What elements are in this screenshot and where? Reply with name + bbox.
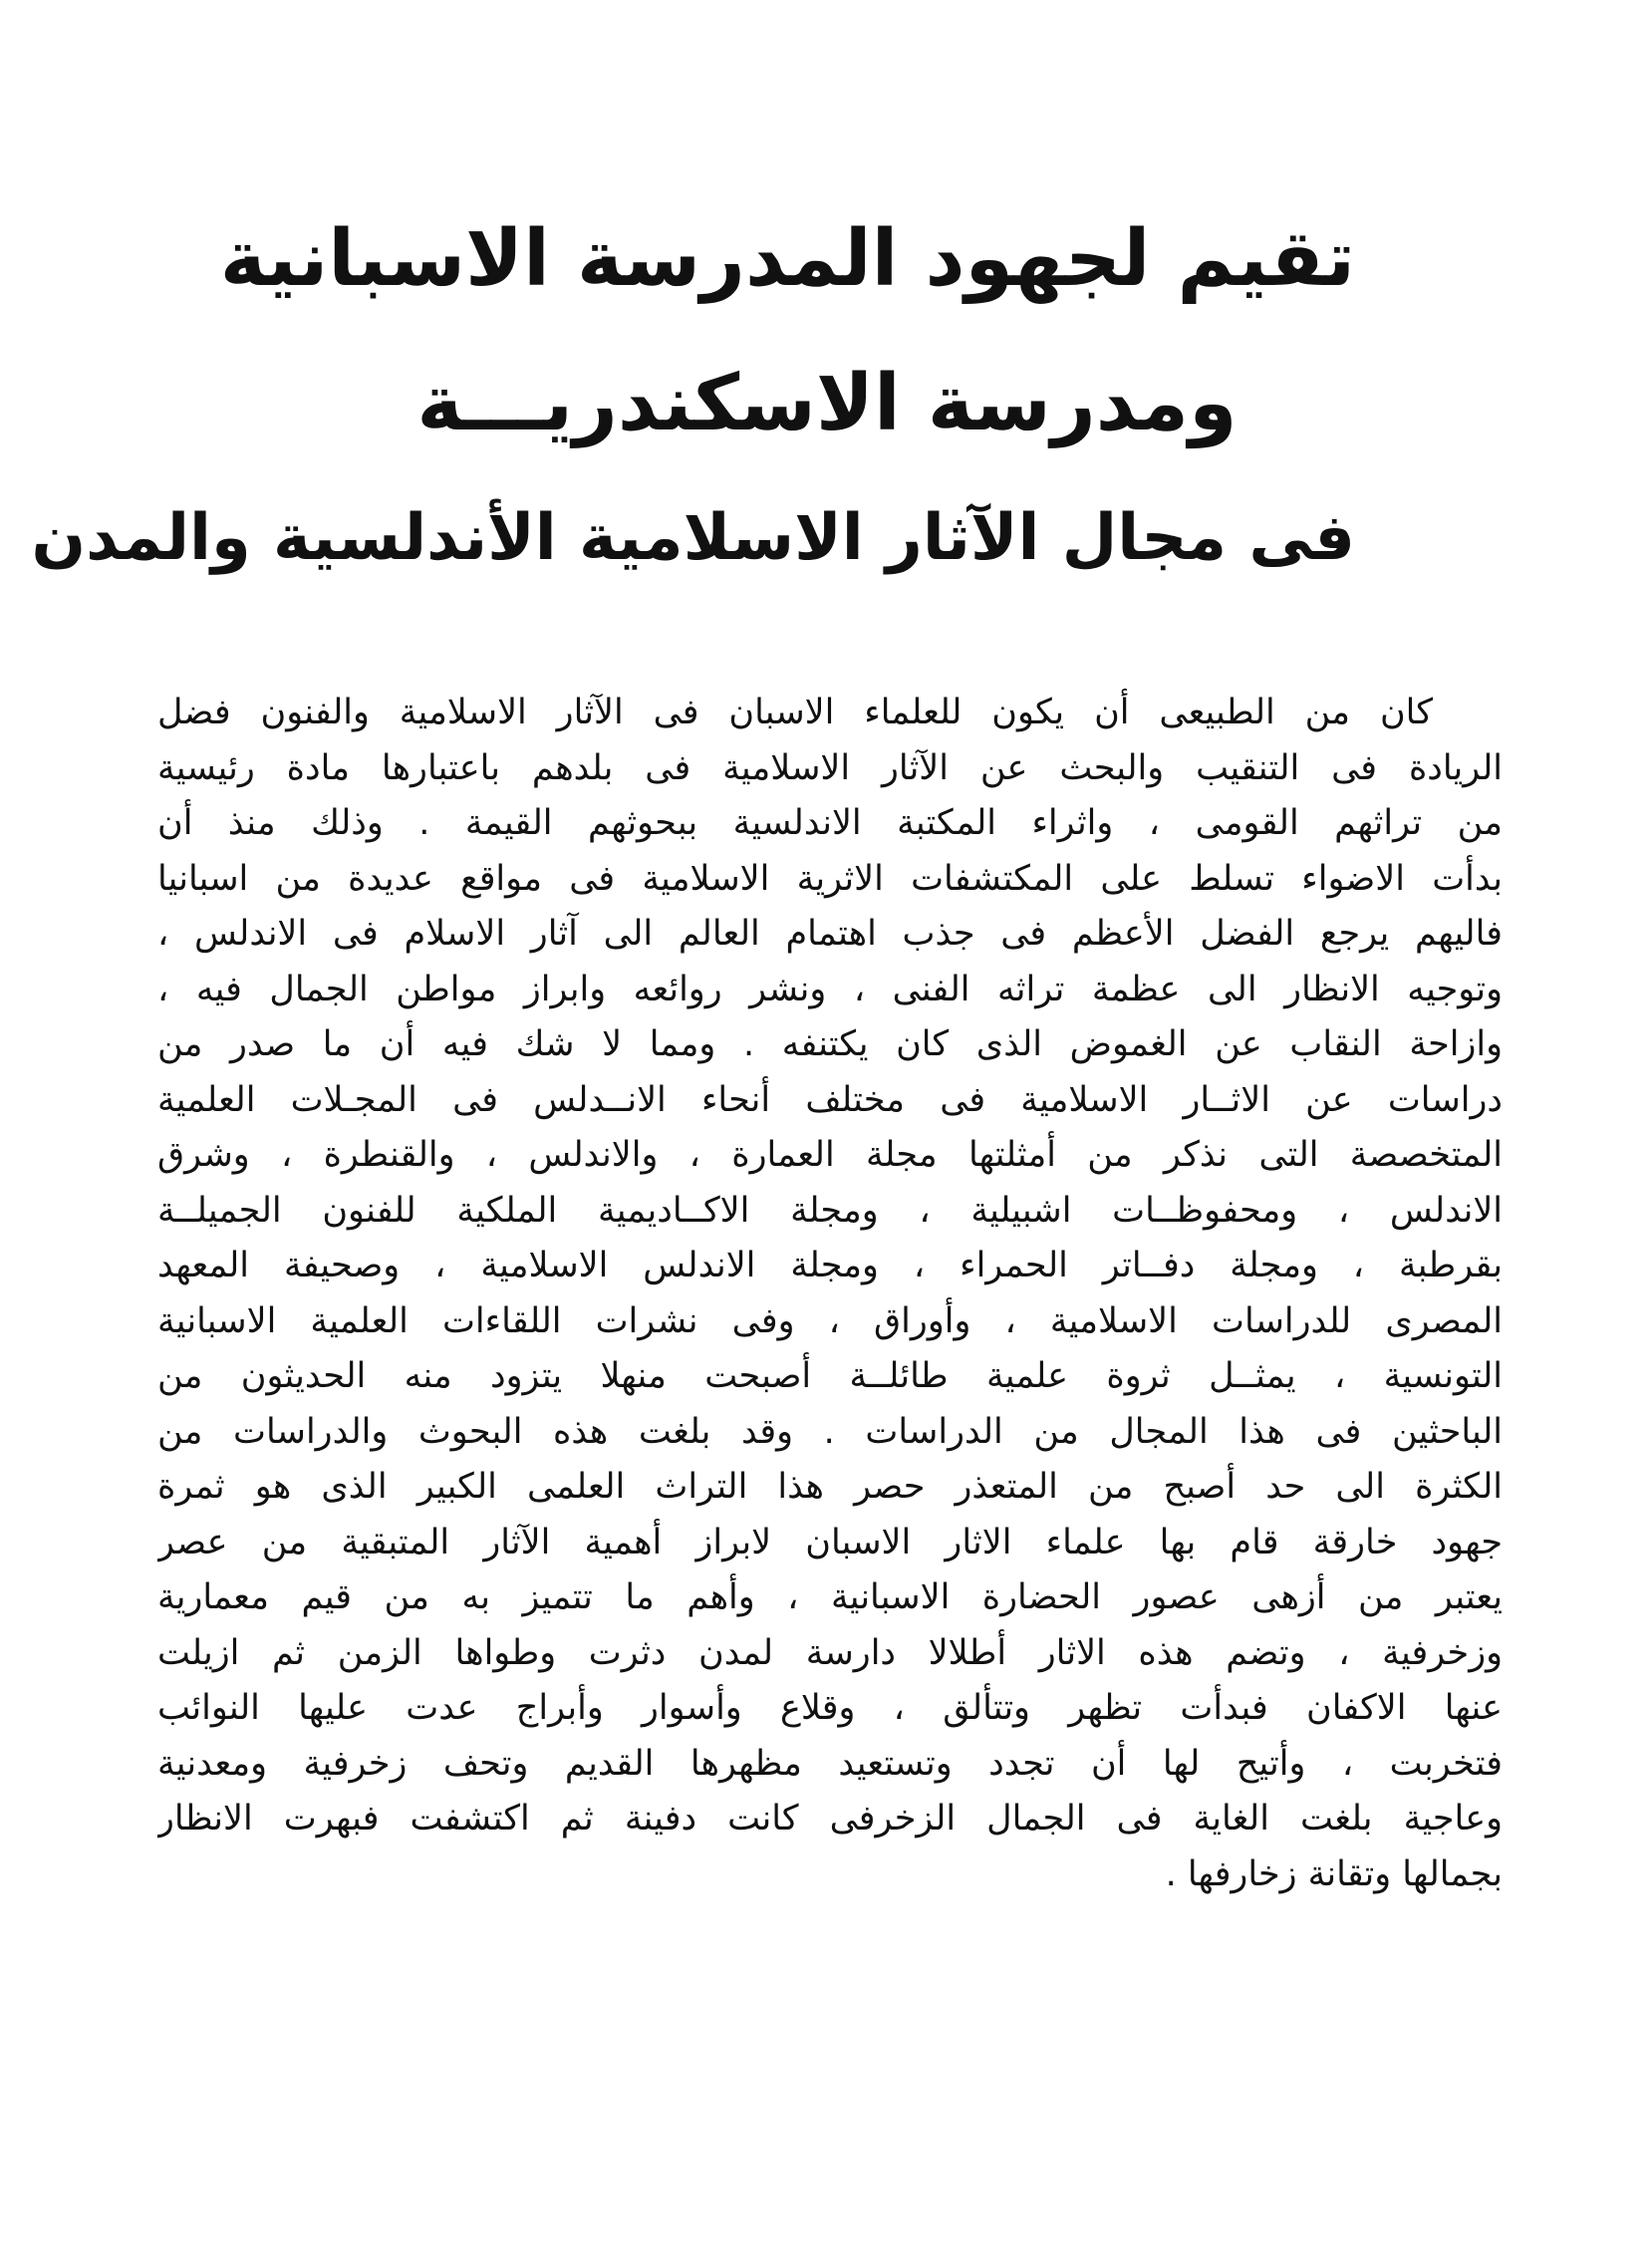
title-block xyxy=(31,189,1355,598)
subtitle-line: فى مجال الآثار الاسلامية الأندلسية والمدن xyxy=(31,501,1355,575)
body-line: التونسية ، يمثــل ثروة علمية طائلــة أصبحت منهلا يتزود منه الحديثون من xyxy=(157,1356,1503,1396)
body-line: وتوجيه الانظار الى عظمة تراثه الفنى ، ونشر روائعه وابراز مواطن الجمال فيه ، xyxy=(157,969,1503,1009)
body-line: جهود خارقة قام بها علماء الاثار الاسبان لابراز أهمية الآثار المتبقية من عصر xyxy=(157,1522,1503,1562)
title-line-1: تقيم لجهود المدرسة الاسبانية xyxy=(219,214,1355,304)
body-line: عنها الاكفان فبدأت تظهر وتتألق ، وقلاع وأسوار وأبراج عدت عليها النوائب xyxy=(157,1688,1503,1728)
body-line: بدأت الاضواء تسلط على المكتشفات الاثرية الاسلامية فى مواقع عديدة من اسبانيا xyxy=(157,858,1503,899)
body-line: وزخرفية ، وتضم هذه الاثار أطلالا دارسة لمدن دثرت وطواها الزمن ثم ازيلت xyxy=(157,1632,1503,1673)
body-line: كان من الطبيعى أن يكون للعلماء الاسبان فى الآثار الاسلامية والفنون فضل xyxy=(157,693,1433,732)
title-line-2: ومدرسة الاسكندريـــة xyxy=(416,359,1238,448)
body-line: وازاحة النقاب عن الغموض الذى كان يكتنفه . ومما لا شك فيه أن ما صدر من xyxy=(157,1024,1503,1064)
body-line: فاليهم يرجع الفضل الأعظم فى جذب اهتمام العالم الى آثار الاسلام فى الاندلس ، xyxy=(157,914,1503,954)
body-line: الكثرة الى حد أصبح من المتعذر حصر هذا التراث العلمى الكبير الذى هو ثمرة xyxy=(157,1467,1503,1507)
body-line: الريادة فى التنقيب والبحث عن الآثار الاسلامية فى بلدهم باعتبارها مادة رئيسية xyxy=(157,747,1503,788)
body-line: فتخربت ، وأتيح لها أن تجدد وتستعيد مظهرها القديم وتحف زخرفية ومعدنية xyxy=(157,1743,1503,1784)
body-line: بقرطبة ، ومجلة دفــاتر الحمراء ، ومجلة الاندلس الاسلامية ، وصحيفة المعهد xyxy=(157,1246,1503,1285)
body-line: الباحثين فى هذا المجال من الدراسات . وقد بلغت هذه البحوث والدراسات من xyxy=(157,1411,1503,1452)
body-line: بجمالها وتقانة زخارفها . xyxy=(1165,1853,1503,1894)
body-line: الاندلس ، ومحفوظــات اشبيلية ، ومجلة الاكــاديمية الملكية للفنون الجميلــة xyxy=(157,1190,1503,1231)
body-line: من تراثهم القومى ، واثراء المكتبة الاندلسية ببحوثهم القيمة . وذلك منذ أن xyxy=(157,803,1503,843)
body-line: المصرى للدراسات الاسلامية ، وأوراق ، وفى نشرات اللقاءات العلمية الاسبانية xyxy=(157,1300,1503,1341)
body-line: يعتبر من أزهى عصور الحضارة الاسبانية ، وأهم ما تتميز به من قيم معمارية xyxy=(157,1577,1503,1617)
body-paragraph xyxy=(157,686,1503,1902)
body-line: المتخصصة التى نذكر من أمثلتها مجلة العمارة ، والاندلس ، والقنطرة ، وشرق xyxy=(157,1135,1503,1175)
body-line: وعاجية بلغت الغاية فى الجمال الزخرفى كانت دفينة ثم اكتشفت فبهرت الانظار xyxy=(157,1799,1503,1839)
body-line: دراسات عن الاثــار الاسلامية فى مختلف أنحاء الانــدلس فى المجـلات العلمية xyxy=(157,1079,1503,1120)
